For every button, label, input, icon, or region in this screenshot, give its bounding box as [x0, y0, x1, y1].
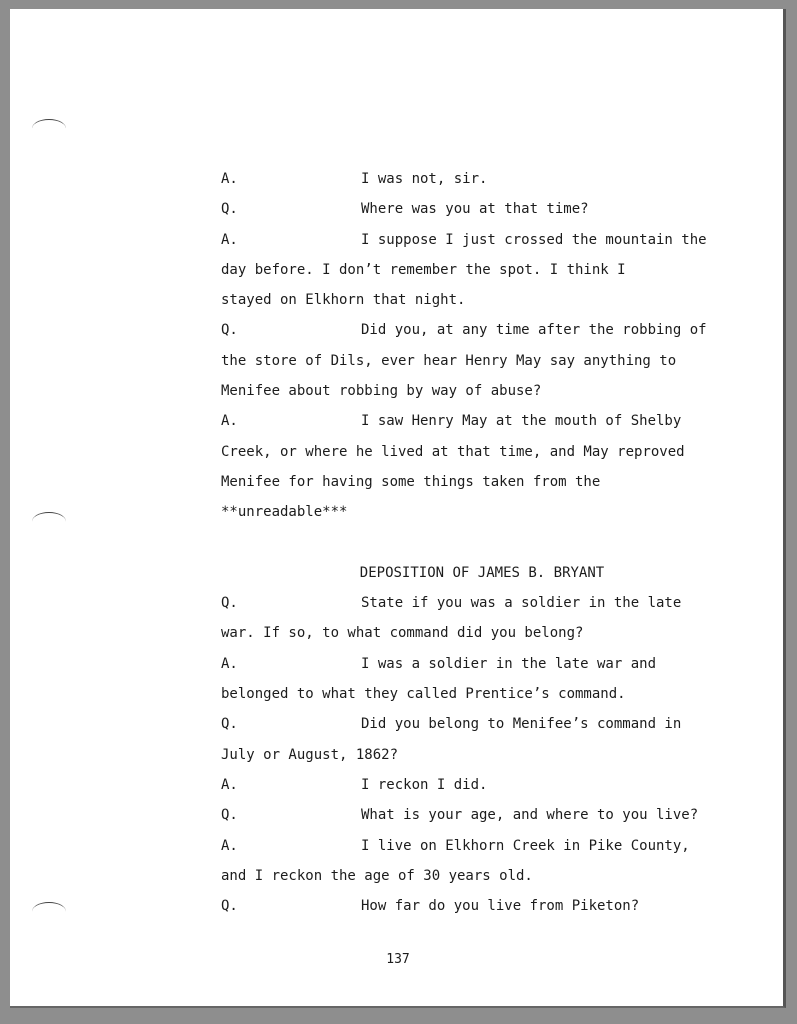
speaker-label: A. — [221, 776, 238, 793]
line-text: What is your age, and where to you live? — [361, 807, 699, 824]
speaker-label: Q. — [221, 807, 238, 824]
line-text: day before. I don’t remember the spot. I think I — [221, 261, 626, 278]
binder-hole-mark — [32, 512, 66, 531]
line-text: I suppose I just crossed the mountain the — [361, 231, 707, 248]
line-text: and I reckon the age of 30 years old. — [221, 867, 533, 884]
line-text: war. If so, to what command did you belong? — [221, 625, 584, 642]
line-text: I live on Elkhorn Creek in Pike County, — [361, 837, 690, 854]
speaker-label: A. — [221, 837, 238, 854]
binder-hole-mark — [32, 119, 66, 138]
testimony-text — [221, 164, 743, 921]
line-text: Menifee about robbing by way of abuse? — [221, 383, 542, 400]
line-text: Menifee for having some things taken from the — [221, 473, 601, 490]
line-text: I reckon I did. — [361, 776, 488, 793]
speaker-label: A. — [221, 171, 238, 187]
page-number: 137 — [386, 952, 410, 967]
speaker-label: Q. — [221, 201, 238, 218]
line-text: belonged to what they called Prentice’s command. — [221, 686, 626, 703]
line-text: I was a soldier in the late war and — [361, 655, 657, 672]
line-text: How far do you live from Piketon? — [361, 898, 640, 915]
line-text: I was not, sir. — [361, 171, 488, 187]
speaker-label: Q. — [221, 898, 238, 915]
testimony-block-2 — [221, 588, 743, 921]
speaker-label: A. — [221, 231, 238, 248]
line-text: stayed on Elkhorn that night. — [221, 292, 466, 309]
speaker-label: A. — [221, 413, 238, 430]
line-text: Did you belong to Menifee’s command in — [361, 716, 682, 733]
testimony-block-1 — [221, 164, 743, 528]
line-text: July or August, 1862? — [221, 746, 399, 763]
speaker-label: A. — [221, 655, 238, 672]
speaker-label: Q. — [221, 322, 238, 339]
document-page — [10, 9, 786, 1008]
line-text: I saw Henry May at the mouth of Shelby — [361, 413, 682, 430]
deposition-heading: DEPOSITION OF JAMES B. BRYANT — [359, 564, 605, 581]
line-text: Where was you at that time? — [361, 201, 589, 218]
speaker-label: Q. — [221, 716, 238, 733]
line-text: the store of Dils, ever hear Henry May say anything to — [221, 352, 677, 369]
line-text: **unreadable*** — [221, 504, 348, 521]
line-text: Did you, at any time after the robbing of — [361, 322, 707, 339]
line-text: State if you was a soldier in the late — [361, 595, 682, 612]
line-text: Creek, or where he lived at that time, and May reproved — [221, 443, 685, 460]
speaker-label: Q. — [221, 595, 238, 612]
binder-hole-mark — [32, 902, 66, 921]
